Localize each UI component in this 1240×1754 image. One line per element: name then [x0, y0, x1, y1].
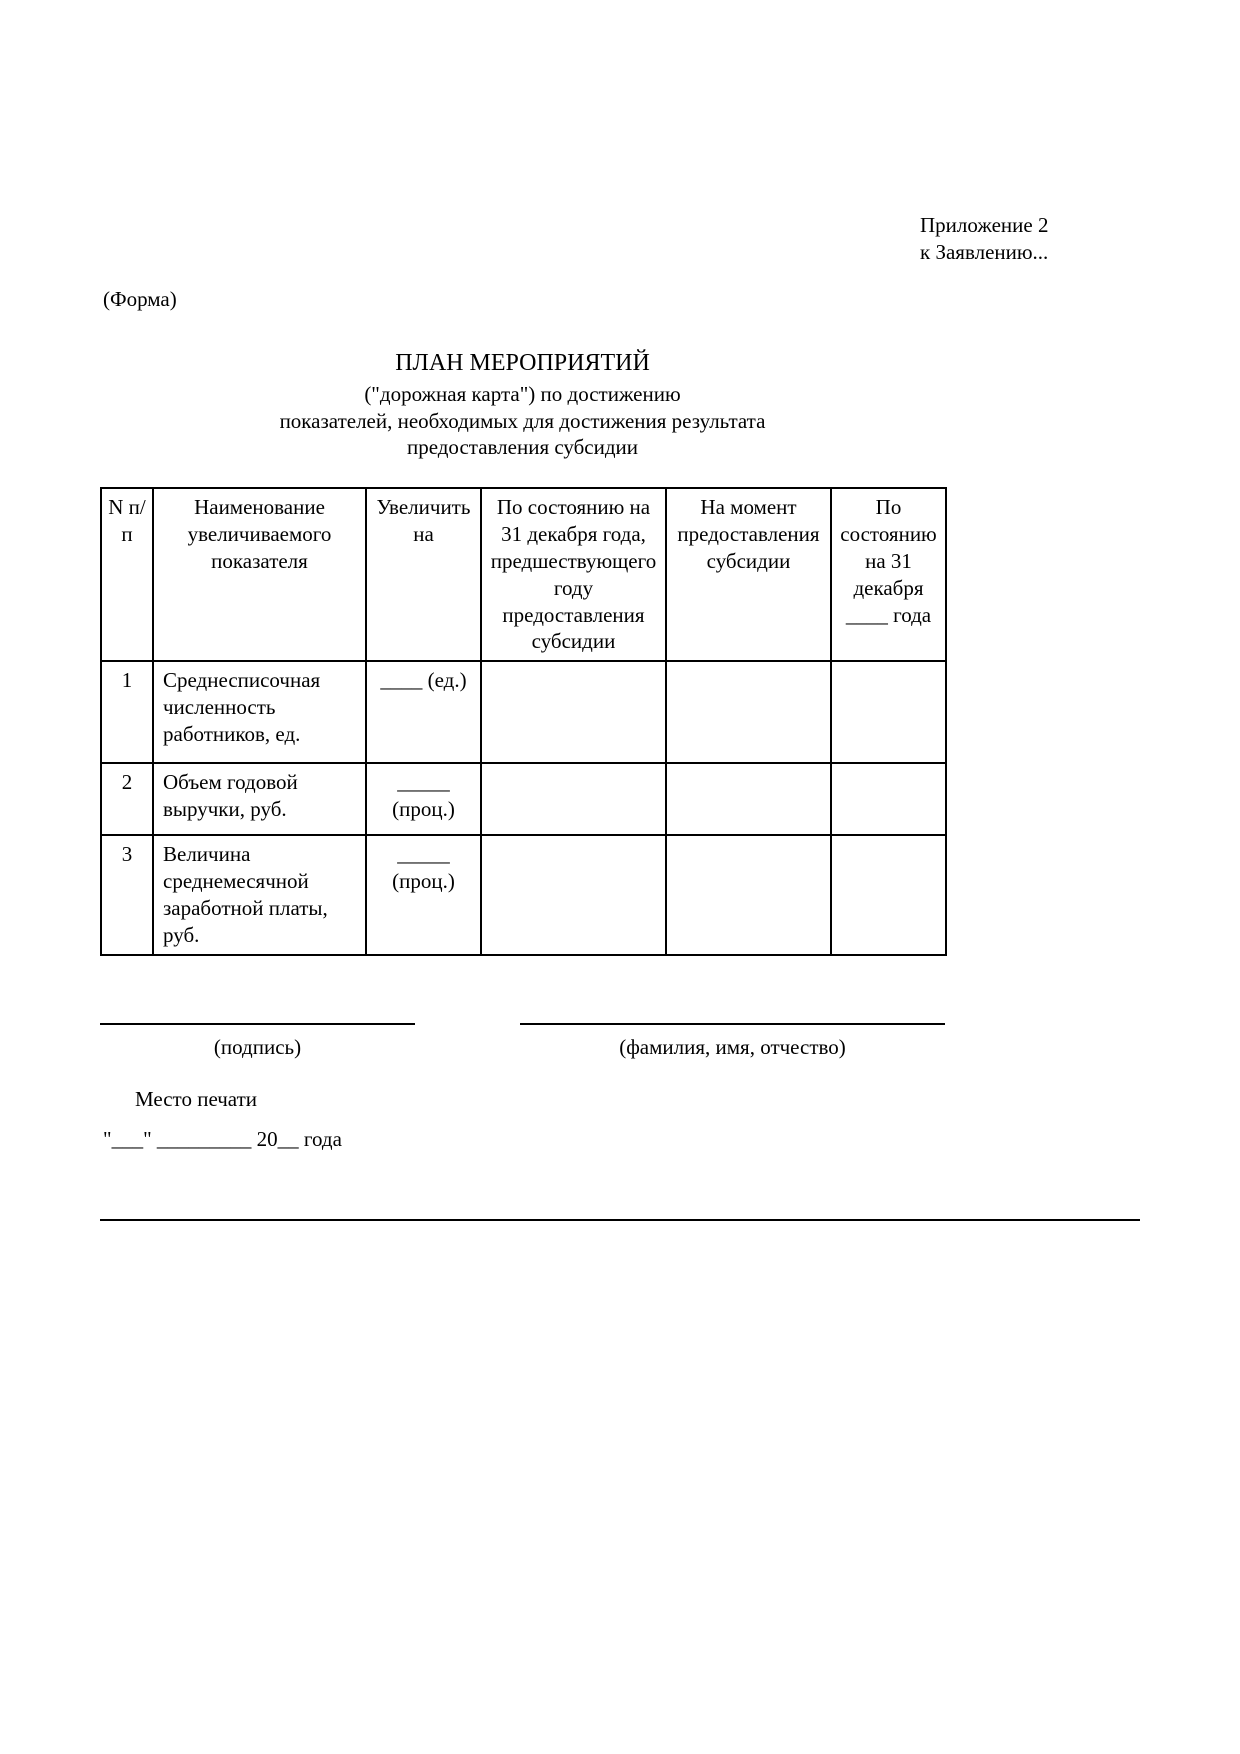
header-increase-by: Увеличить на — [366, 488, 481, 661]
table-header-row — [101, 488, 946, 661]
row-at-grant-value — [666, 661, 831, 763]
row-dec31-value — [831, 763, 946, 835]
title-subtitle-1: ("дорожная карта") по достижению — [364, 381, 681, 406]
row-dec31-value — [831, 661, 946, 763]
row-prev-year-value — [481, 835, 666, 955]
row-prev-year-value — [481, 763, 666, 835]
bottom-divider — [100, 1218, 1140, 1221]
row-num: 1 — [101, 661, 153, 763]
appendix-line-2: к Заявлению... — [920, 239, 1049, 264]
fullname-line — [520, 1022, 945, 1025]
table-row — [101, 835, 946, 955]
row-indicator-name: Среднесписочная численность работников, ед. — [153, 661, 366, 763]
signature-label: (подпись) — [213, 1035, 302, 1059]
row-indicator-name: Величина среднемесячной заработной платы, руб. — [153, 835, 366, 955]
title-main: ПЛАН МЕРОПРИЯТИЙ — [395, 350, 650, 376]
row-at-grant-value — [666, 763, 831, 835]
row-increase-value: _____ (проц.) — [366, 763, 481, 835]
appendix-line-1: Приложение 2 — [920, 213, 1049, 237]
header-num: N п/п — [101, 488, 153, 661]
table-row — [101, 763, 946, 835]
fullname-label: (фамилия, имя, отчество) — [619, 1035, 846, 1059]
header-as-of-dec31: По состоянию на 31 декабря ____ года — [831, 488, 946, 661]
stamp-place-label: Место печати — [135, 1087, 258, 1111]
table-row — [101, 661, 946, 763]
row-at-grant-value — [666, 835, 831, 955]
roadmap-table — [100, 487, 947, 956]
header-indicator-name: Наименование увеличиваемого показателя — [153, 488, 366, 661]
row-increase-value: _____ (проц.) — [366, 835, 481, 955]
title-subtitle-3: предоставления субсидии — [406, 435, 639, 460]
date-fill-line: "___" _________ 20__ года — [103, 1127, 342, 1151]
document-title — [100, 348, 945, 461]
header-as-of-prev-year: По состоянию на 31 декабря года, предшествующего году предоставления субсидии — [481, 488, 666, 661]
row-num: 3 — [101, 835, 153, 955]
row-prev-year-value — [481, 661, 666, 763]
signature-line — [100, 1022, 415, 1025]
row-increase-value: ____ (ед.) — [366, 661, 481, 763]
form-label: (Форма) — [103, 287, 177, 311]
row-num: 2 — [101, 763, 153, 835]
header-at-grant-moment: На момент предоставления субсидии — [666, 488, 831, 661]
appendix-reference — [920, 212, 1048, 266]
row-indicator-name: Объем годовой выручки, руб. — [153, 763, 366, 835]
row-dec31-value — [831, 835, 946, 955]
title-subtitle-2: показателей, необходимых для достижения результата — [279, 408, 766, 433]
